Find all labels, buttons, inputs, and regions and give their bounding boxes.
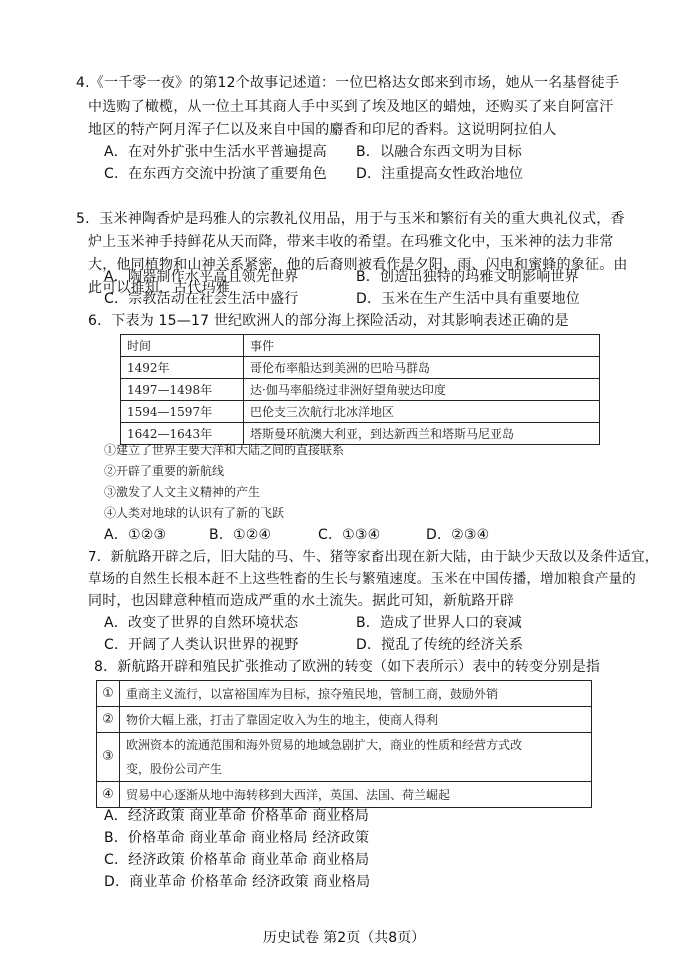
table-row-text-line-2: 变，股份公司产生: [126, 762, 223, 776]
question-5-option-c[interactable]: C．宗教活动在社会生活中盛行: [104, 291, 299, 307]
table-row: [97, 733, 592, 782]
question-7-option-a[interactable]: A．改变了世界的自然环境状态: [104, 615, 299, 631]
question-5-stem-line-1: 5．玉米神陶香炉是玛雅人的宗教礼仪用品，用于与玉米和繁衍有关的重大典礼仪式，香: [76, 211, 625, 227]
table-cell-event: 巴伦支三次航行北冰洋地区: [244, 401, 600, 423]
table-cell-event: 塔斯曼环航澳大利亚，到达新西兰和塔斯马尼亚岛: [244, 423, 600, 445]
table-header-time: 时间: [121, 335, 244, 357]
question-7-option-b[interactable]: B．造成了世界人口的衰减: [356, 615, 523, 631]
table-header-event: 事件: [244, 335, 600, 357]
table-row: [121, 379, 600, 401]
table-row-text: 重商主义流行，以富裕国库为目标，掠夺殖民地，管制工商，鼓励外销: [120, 681, 592, 707]
table-row-text: 物价大幅上涨，打击了靠固定收入为生的地主，使商人得利: [120, 707, 592, 733]
question-8-option-b[interactable]: B．价格革命 商业革命 商业格局 经济政策: [104, 830, 370, 846]
table-row-number: ①: [97, 681, 120, 707]
table-row: [97, 782, 592, 808]
page-footer: 历史试卷 第2页（共8页）: [262, 930, 426, 946]
question-7-stem-line-3: 同时，也因肆意种植而造成严重的水土流失。据此可知，新航路开辟: [88, 593, 514, 609]
question-5-stem-line-3: 大，他同植物和山神关系紧密，他的后裔则被看作是夕阳、雨、闪电和蜜蜂的象征。由: [88, 257, 628, 273]
table-cell-event: 达·伽马率船绕过非洲好望角驶达印度: [244, 379, 600, 401]
table-row: [121, 401, 600, 423]
exploration-table: [120, 334, 600, 445]
question-7-stem-line-2: 草场的自然生长根本赶不上这些牲畜的生长与繁殖速度。玉米在中国传播，增加粮食产量的: [88, 571, 636, 587]
question-5-stem-line-2: 炉上玉米神手持鲜花从天而降，带来丰收的希望。在玛雅文化中，玉米神的法力非常: [88, 234, 614, 250]
table-cell-time: 1642—1643年: [121, 423, 244, 445]
question-5-stem-line-4: 此可以推知，古代玛雅: [88, 280, 230, 296]
table-cell-time: 1594—1597年: [121, 401, 244, 423]
table-cell-time: 1497—1498年: [121, 379, 244, 401]
question-7-option-c[interactable]: C．开阔了人类认识世界的视野: [104, 637, 299, 653]
question-4-stem-line-1: 4.《一千零一夜》的第12个故事记述道：一位巴格达女郎来到市场，她从一名基督徒手: [76, 75, 620, 91]
question-4-option-c[interactable]: C．在东西方交流中扮演了重要角色: [104, 166, 327, 182]
table-row-number: ③: [97, 733, 120, 782]
question-4-stem-line-2: 中选购了橄榄，从一位土耳其商人手中买到了埃及地区的蜡烛，还购买了来自阿富汗: [88, 99, 614, 115]
table-cell-time: 1492年: [121, 357, 244, 379]
transformation-table: [96, 680, 592, 808]
question-7-option-d[interactable]: D．搅乱了传统的经济关系: [356, 637, 524, 653]
question-4-option-a[interactable]: A．在对外扩张中生活水平普遍提高: [104, 144, 327, 160]
table-row: [97, 707, 592, 733]
table-row: [121, 357, 600, 379]
table-row-number: ④: [97, 782, 120, 808]
table-row-number: ②: [97, 707, 120, 733]
question-6-stem: 6．下表为 15—17 世纪欧洲人的部分海上探险活动，对其影响表述正确的是: [88, 313, 569, 329]
table-row: [97, 681, 592, 707]
table-row-text: 贸易中心逐渐从地中海转移到大西洋，英国、法国、荷兰崛起: [120, 782, 592, 808]
question-6-statement-2: ②开辟了重要的新航线: [104, 464, 225, 478]
question-8-stem: 8．新航路开辟和殖民扩张推动了欧洲的转变（如下表所示）表中的转变分别是指: [94, 659, 601, 675]
question-6-choice-d[interactable]: D．②③④: [426, 527, 490, 543]
question-4-option-b[interactable]: B．以融合东西文明为目标: [356, 144, 523, 160]
table-row-text-line-1: 欧洲资本的流通范围和海外贸易的地域急剧扩大，商业的性质和经营方式改: [126, 738, 523, 752]
question-7-stem-line-1: 7．新航路开辟之后，旧大陆的马、牛、猪等家畜出现在新大陆，由于缺少天敌以及条件适宜，: [88, 549, 659, 565]
question-4-option-d[interactable]: D．注重提高女性政治地位: [356, 166, 524, 182]
question-5-option-d[interactable]: D．玉米在生产生活中具有重要地位: [356, 291, 580, 307]
question-8-option-c[interactable]: C．经济政策 价格革命 商业革命 商业格局: [104, 852, 370, 868]
question-8-option-a[interactable]: A．经济政策 商业革命 价格革命 商业格局: [104, 808, 370, 824]
question-6-choice-b[interactable]: B．①②④: [209, 527, 272, 543]
question-5-option-b[interactable]: B．创造出独特的玛雅文明影响世界: [356, 269, 579, 285]
question-4-stem-line-3: 地区的特产阿月浑子仁以及来自中国的麝香和印尼的香料。这说明阿拉伯人: [88, 122, 557, 138]
question-6-choice-c[interactable]: C．①③④: [318, 527, 381, 543]
question-8-option-d[interactable]: D．商业革命 价格革命 经济政策 商业格局: [104, 874, 371, 890]
question-5-option-a[interactable]: A．陶器制作水平高且领先世界: [104, 269, 299, 285]
table-header-row: [121, 335, 600, 357]
table-cell-event: 哥伦布率船达到美洲的巴哈马群岛: [244, 357, 600, 379]
question-6-statement-4: ④人类对地球的认识有了新的飞跃: [104, 506, 285, 520]
question-6-choice-a[interactable]: A．①②③: [104, 527, 167, 543]
question-6-statement-1: ①建立了世界主要大洋和大陆之间的直接联系: [104, 443, 345, 457]
table-row-text-multiline: [120, 733, 592, 782]
question-6-statement-3: ③激发了人文主义精神的产生: [104, 485, 261, 499]
